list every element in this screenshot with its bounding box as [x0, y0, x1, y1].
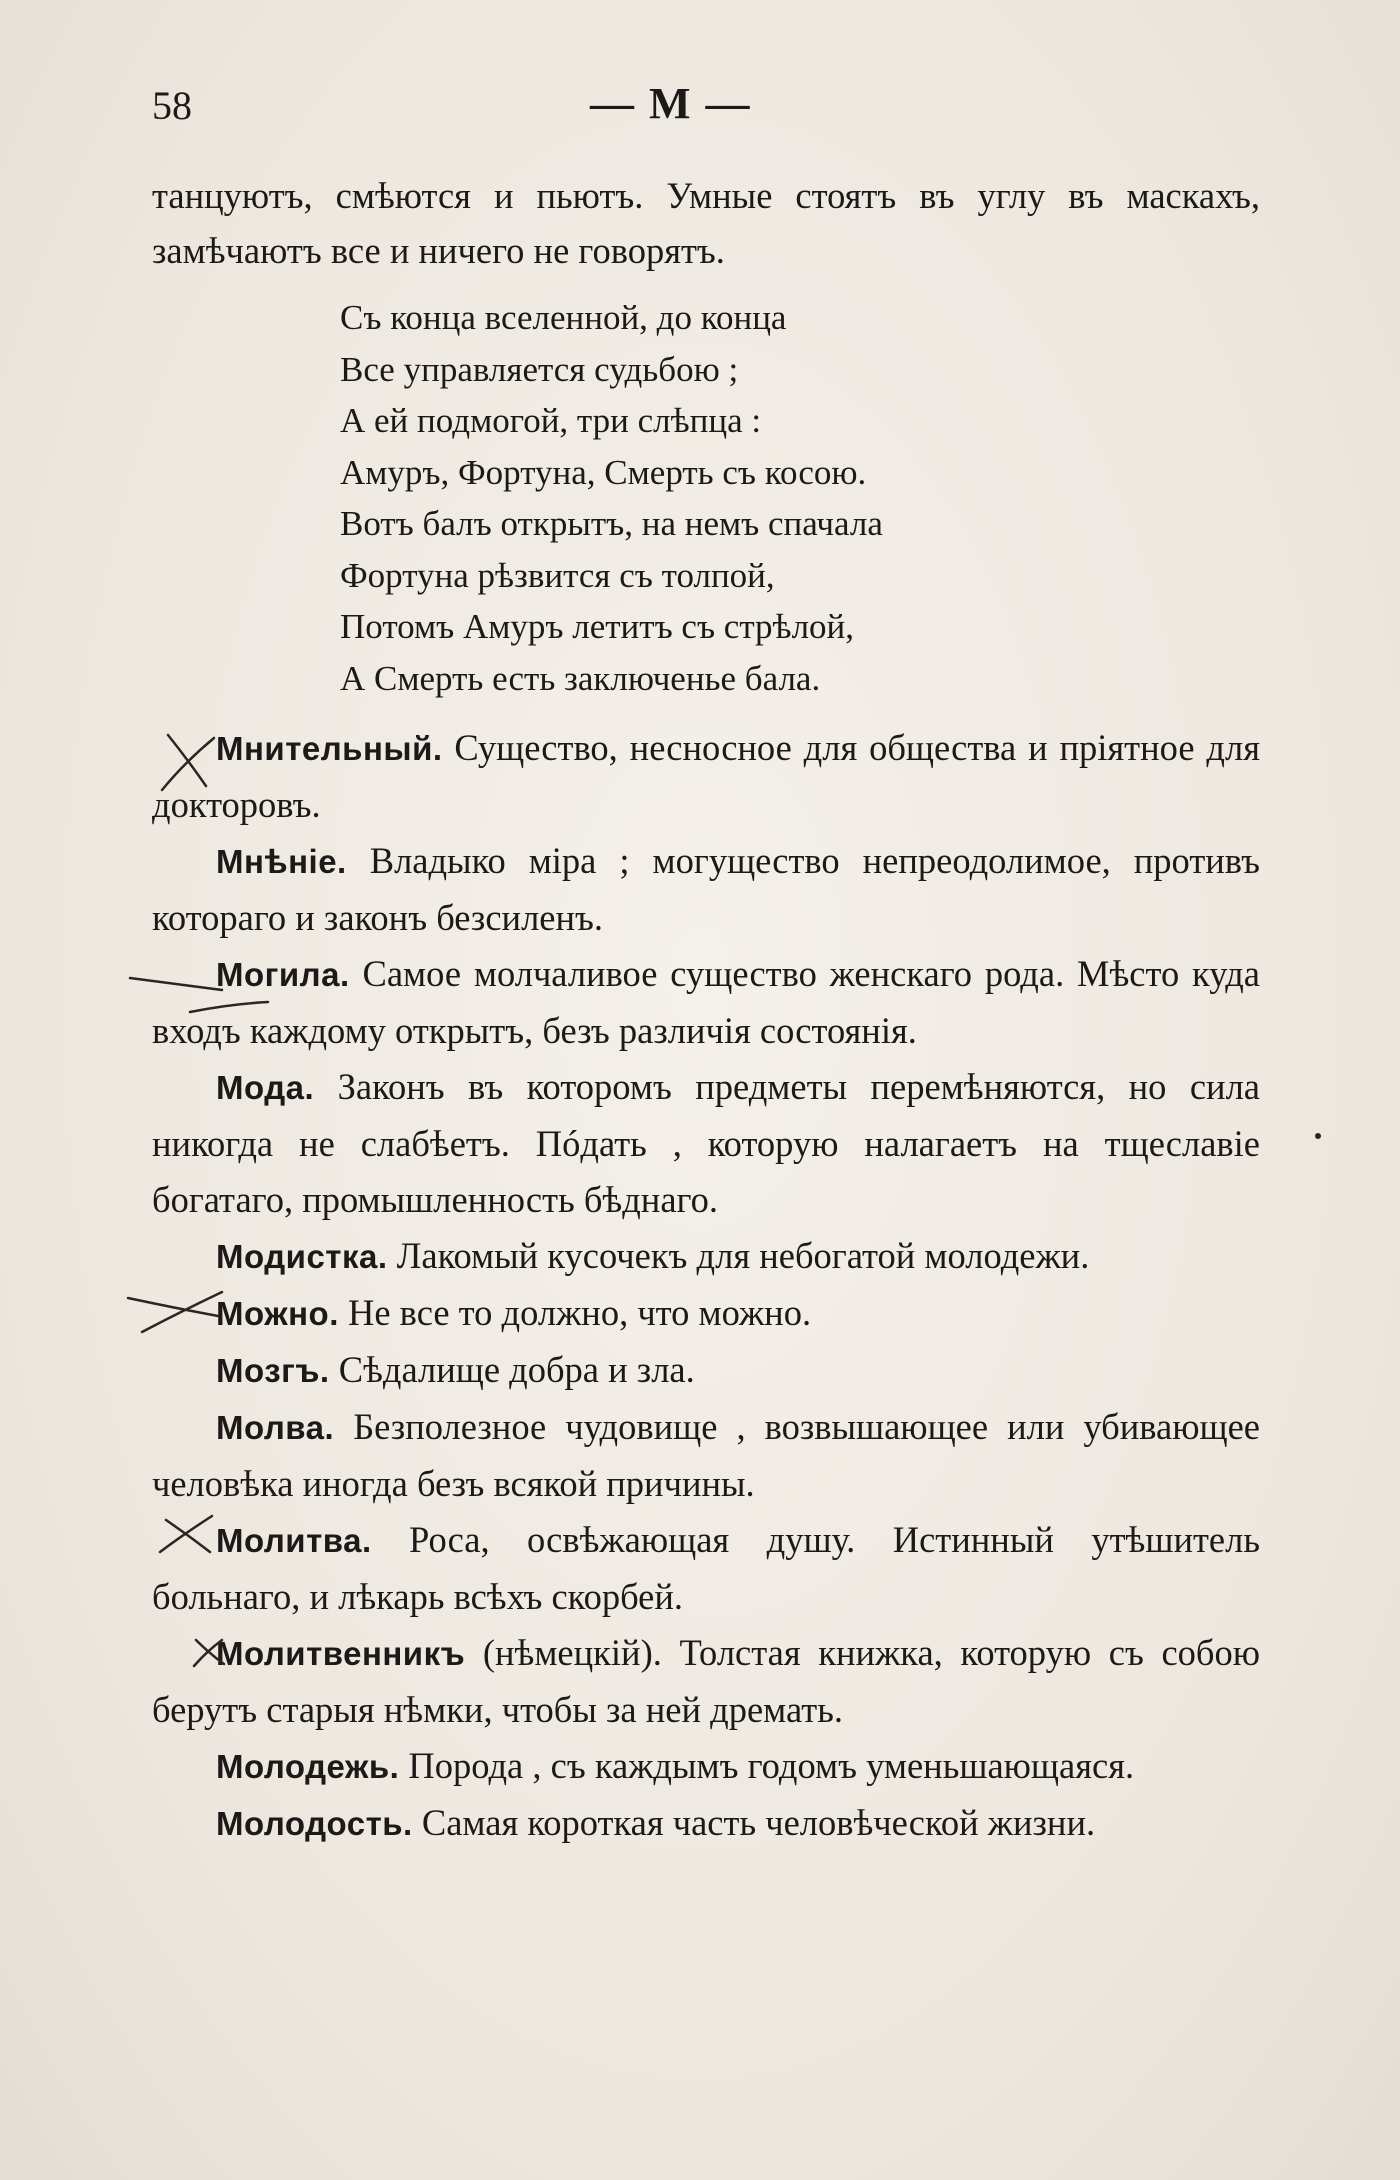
entry-definition: Сѣдалище добра и зла. — [329, 1349, 695, 1390]
entry-headword: Можно. — [216, 1295, 339, 1332]
running-head: — М — — [590, 79, 752, 128]
entry-molitvennik — [152, 1625, 1260, 1738]
entry-definition: Не все то должно, что можно. — [338, 1292, 812, 1333]
intro-paragraph: танцуютъ, смѣются и пьютъ. Умные стоятъ въ углу въ маскахъ, замѣчаютъ все и ничего не говорятъ. — [152, 175, 1260, 271]
entry-headword: Могила. — [216, 956, 350, 993]
poem-line: Амуръ, Фортуна, Смерть съ косою. — [340, 452, 867, 492]
entry-molodost — [152, 1795, 1260, 1852]
entry-definition: Законъ въ которомъ предметы перемѣняются, но сила никогда не слабѣетъ. Пóдать , которую налагаетъ на тщеславіе богатаго, промышленность бѣднаго. — [152, 1066, 1260, 1220]
poem-line: Все управляется судьбою ; — [340, 349, 739, 389]
entry-headword: Молодость. — [216, 1805, 413, 1842]
entry-headword: Мода. — [216, 1069, 315, 1106]
entry-headword: Молва. — [216, 1409, 335, 1446]
poem — [340, 292, 883, 704]
entry-headword: Молитва. — [216, 1522, 372, 1559]
entry-headword: Мнѣніе. — [216, 843, 347, 880]
dictionary-entries — [152, 720, 1260, 1852]
entry-definition: Порода , съ каждымъ годомъ уменьшающаяся. — [399, 1745, 1135, 1786]
entry-definition: Безполезное чудовище , возвышающее или убивающее человѣка иногда безъ всякой причины. — [152, 1406, 1260, 1504]
entry-mogila — [152, 946, 1260, 1059]
entry-modistka — [152, 1228, 1260, 1285]
entry-headword: Молитвенникъ — [216, 1635, 466, 1672]
poem-line: А Смерть есть заключенье бала. — [340, 658, 821, 698]
entry-definition: Роса, освѣжающая душу. Истинный утѣшитель больнаго, и лѣкарь всѣхъ скорбей. — [152, 1519, 1260, 1617]
page-number: 58 — [152, 83, 192, 128]
entry-headword: Модистка. — [216, 1238, 388, 1275]
poem-line: А ей подмогой, три слѣпца : — [340, 401, 762, 440]
entry-definition: Существо, несносное для общества и пріятное для докторовъ. — [152, 727, 1260, 825]
entry-headword: Молодежь. — [216, 1748, 400, 1785]
ink-speck — [1315, 1133, 1321, 1139]
entry-molodezh — [152, 1738, 1260, 1795]
entry-definition: (нѣмецкій). Толстая книжка, которую съ собою берутъ старыя нѣмки, чтобы за ней дремать. — [152, 1632, 1260, 1730]
poem-line: Потомъ Амуръ летитъ съ стрѣлой, — [340, 607, 855, 646]
poem-line: Фортуна рѣзвится съ толпой, — [340, 555, 775, 595]
entry-mozg — [152, 1342, 1260, 1399]
poem-line: Съ конца вселенной, до конца — [340, 298, 787, 337]
entry-mozhno — [152, 1285, 1260, 1342]
entry-headword: Мнительный. — [216, 730, 443, 767]
entry-mnitelny — [152, 720, 1260, 833]
entry-molitva — [152, 1512, 1260, 1625]
entry-moda — [152, 1059, 1260, 1228]
entry-headword: Мозгъ. — [216, 1352, 330, 1389]
entry-definition: Лакомый кусочекъ для небогатой молодежи. — [387, 1235, 1090, 1276]
entry-molva — [152, 1399, 1260, 1512]
entry-mnenie — [152, 833, 1260, 946]
entry-definition: Самая короткая часть человѣческой жизни. — [412, 1802, 1096, 1843]
entry-definition: Самое молчаливое существо женскаго рода. Мѣсто куда входъ каждому открытъ, безъ различія состоянія. — [152, 953, 1260, 1051]
poem-line: Вотъ балъ открытъ, на немъ спачала — [340, 504, 883, 543]
entry-definition: Владыко міра ; могущество непреодолимое, противъ котораго и законъ безсиленъ. — [152, 840, 1260, 938]
